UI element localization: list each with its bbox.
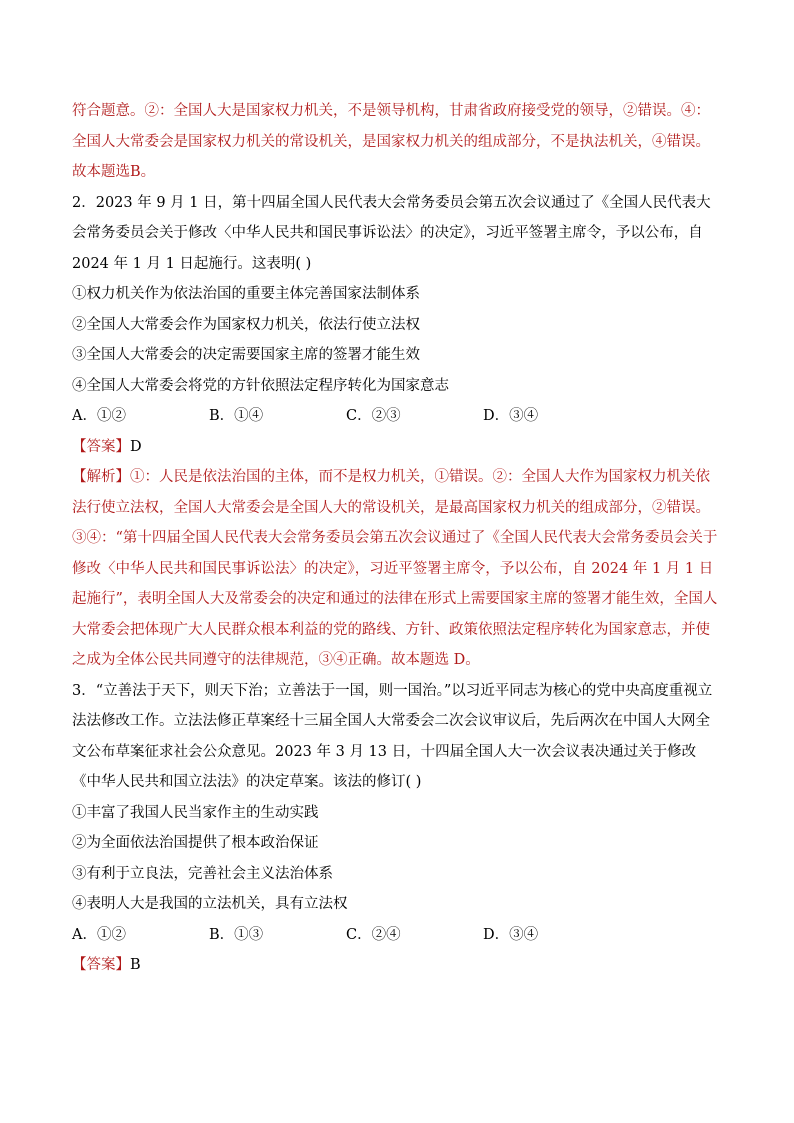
question-3-option-d: D．③④ — [483, 926, 539, 943]
question-2-stem: 2．2023 年 9 月 1 日，第十四届全国人民代表大会常务委员会第五次会议通过了《全国人民代表大会常务委员会关于修改〈中华人民共和国民事诉讼法〉的决定》，习近平签署主席令，予以公布，自 2024 年 1 月 1 日起施行。这表明( ) — [72, 194, 711, 272]
question-2-option-b: B．①④ — [209, 408, 264, 424]
question-3-options — [72, 920, 724, 951]
question-3-stem: 3．“立善法于天下，则天下治；立善法于一国，则一国治。”以习近平同志为核心的党中央高度重视立法法修改工作。立法法修正草案经十三届全国人大常委会二次会议审议后，先后两次在中国人大网全文公布草案征求社会公众意见。2023 年 3 月 13 日，十四届全国人大一次会议表决通过关于修改《中华人民共和国立法法》的决定草案。该法的修订( ) — [72, 682, 713, 790]
question-2-analysis — [72, 462, 724, 676]
answer-tag: 【答案】 — [72, 438, 130, 455]
answer-value: D — [130, 438, 142, 455]
question-2-option-d: D．③④ — [483, 408, 539, 424]
analysis-text: ①：人民是依法治国的主体，而不是权力机关，①错误。②：全国人大作为国家权力机关依法行使立法权，全国人大常委会是全国人大的常设机关，是最高国家权力机关的组成部分，②错误。③④：“第十四届全国人民代表大会常务委员会第五次会议通过了《全国人民代表大会常务委员会关于修改〈中华人民共和国民事诉讼法〉的决定》，习近平签署主席令，予以公布，自 2024 年 1 月 1 日起施行”，表明全国人大及常委会的决定和通过的法律在形式上需要国家主席的签署才能生效，全国人大常委会把体现广大人民群众根本利益的党的路线、方针、政策依照法定程序转化为国家意志，并使之成为全体公民共同遵守的法律规范，③④正确。故本题选 D。 — [72, 469, 718, 668]
question-2-option-a: A．①② — [72, 408, 126, 424]
question-3-item-4: ④表明人大是我国的立法机关，具有立法权 — [72, 896, 348, 912]
question-2-item-3: ③全国人大常委会的决定需要国家主席的签署才能生效 — [72, 347, 420, 363]
question-3-answer — [72, 950, 724, 981]
question-3-item-3: ③有利于立良法，完善社会主义法治体系 — [72, 865, 333, 882]
question-2-item-4: ④全国人大常委会将党的方针依照法定程序转化为国家意志 — [72, 377, 449, 394]
question-3-option-c: C．②④ — [346, 926, 401, 943]
document-content — [72, 96, 724, 981]
prev-analysis-text: 符合题意。②：全国人大是国家权力机关，不是领导机构，甘肃省政府接受党的领导，②错误。④：全国人大常委会是国家权力机关的常设机关，是国家权力机关的组成部分，不是执法机关，④错误。故本题选B。 — [72, 103, 710, 180]
question-3-option-a: A．①② — [72, 926, 126, 943]
question-2-option-c: C．②③ — [346, 408, 401, 424]
question-2-item-2: ②全国人大常委会作为国家权力机关，依法行使立法权 — [72, 316, 420, 333]
question-3-item-2: ②为全面依法治国提供了根本政治保证 — [72, 835, 319, 851]
question-3-item-1: ①丰富了我国人民当家作主的生动实践 — [72, 804, 319, 821]
question-2-options — [72, 401, 724, 432]
question-2-item-1: ①权力机关作为依法治国的重要主体完善国家法制体系 — [72, 286, 420, 302]
answer-value: B — [130, 957, 141, 973]
analysis-tag: 【解析】 — [72, 469, 130, 485]
question-2-answer — [72, 432, 724, 463]
answer-tag: 【答案】 — [72, 957, 130, 973]
question-3-option-b: B．①③ — [209, 926, 264, 943]
